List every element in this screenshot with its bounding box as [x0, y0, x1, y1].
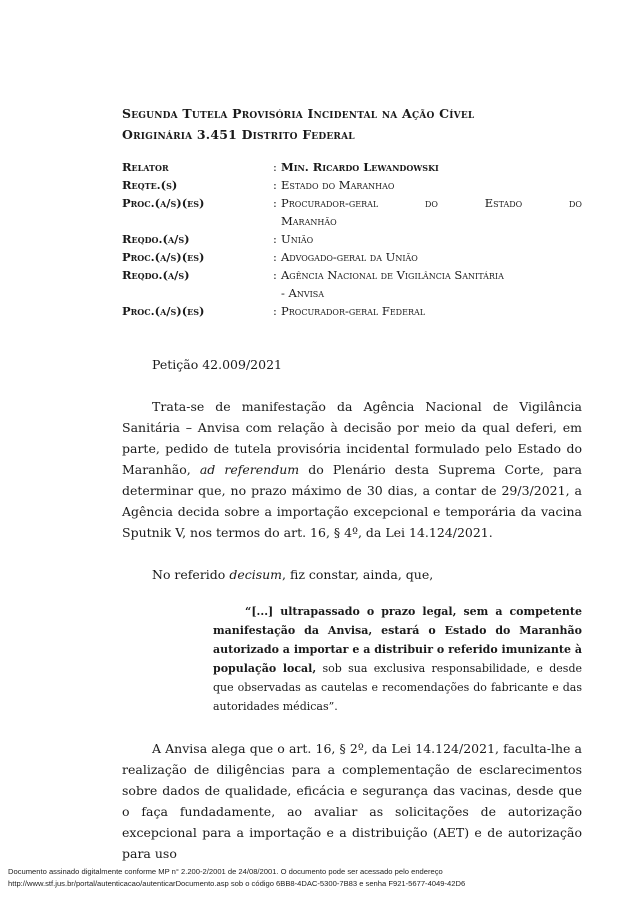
party-label: Reqdo.(a/s) [122, 232, 190, 246]
case-title-line-1: Segunda Tutela Provisória Incidental na Ação Cível [122, 106, 475, 121]
party-label: Reqdo.(a/s) [122, 268, 190, 282]
party-row-proc-2: Proc.(a/s)(es) : Advogado-geral da União [122, 248, 582, 266]
party-row-relator: Relator : Min. Ricardo Lewandowski [122, 158, 582, 176]
party-value-continued: - Anvisa [281, 286, 325, 300]
party-value: Procurador-geral Federal [281, 304, 426, 318]
party-label: Relator [122, 160, 169, 174]
party-row-proc-1: Proc.(a/s)(es) : Procurador-geral do Estado do [122, 196, 582, 210]
party-value-continued: Maranhão [281, 214, 337, 228]
parties-table [122, 158, 582, 320]
party-row-proc-1-cont [122, 212, 582, 230]
party-label: Proc.(a/s)(es) [122, 304, 205, 318]
latin-term: decisum [229, 567, 283, 582]
signature-footer [8, 866, 628, 890]
paragraph-3: A Anvisa alega que o art. 16, § 2º, da Lei 14.124/2021, faculta-lhe a realização de diligências para a complementação de esclarecimentos sobre dados de qualidade, eficácia e segurança das vacinas, desde que o faça fundadamente, ao avaliar as solicitações de autorização excepcional para a importação e a distribuição (AET) e de autorização para uso [122, 741, 582, 861]
paragraph-2: No referido decisum, fiz constar, ainda, que, [152, 567, 434, 582]
quote-bold-part: “[...] ultrapassado o prazo legal, sem a competente manifestação da Anvisa, estará o Estado do Maranhão autorizado a importar e a distribuir o referido imunizante à população local, [213, 605, 582, 675]
party-value: União [281, 232, 314, 246]
party-value: Advogado-geral da União [281, 250, 418, 264]
block-quote [213, 602, 582, 716]
quote-normal-part: sob sua exclusiva responsabilidade, e desde que observadas as cautelas e recomendações do fabricante e das autoridades médicas”. [213, 662, 582, 713]
case-title-line-2: Originária 3.451 Distrito Federal [122, 127, 355, 142]
party-row-proc-3: Proc.(a/s)(es) : Procurador-geral Federal [122, 302, 582, 320]
party-label: Proc.(a/s)(es) [122, 196, 205, 210]
party-row-reqdo-2: Reqdo.(a/s) : Agência Nacional de Vigilância Sanitária [122, 266, 582, 284]
latin-term: ad referendum [199, 462, 300, 477]
party-row-reqte: Reqte.(s) : Estado do Maranhao [122, 176, 582, 194]
footer-line-2: http://www.stf.jus.br/portal/autenticacao/autenticarDocumento.asp sob o código 6BB8-4DAC-5300-7B83 e senha F921-5677-4049-42D6 [8, 879, 466, 888]
paragraph-1: Trata-se de manifestação da Agência Nacional de Vigilância Sanitária – Anvisa com relação à decisão por meio da qual deferi, em parte, pedido de tutela provisória incidental formulado pelo Estado do Maranhão, ad referendum do Plenário desta Suprema Corte, para determinar que, no prazo máximo de 30 dias, a contar de 29/3/2021, a Agência decida sobre a importação excepcional e temporária da vacina Sputnik V, nos termos do art. 16, § 4º, da Lei 14.124/2021. [122, 399, 582, 540]
party-value: Estado do Maranhao [281, 178, 395, 192]
party-label: Reqte.(s) [122, 178, 178, 192]
party-value: Procurador-geral do Estado do [281, 196, 582, 210]
party-value: Agência Nacional de Vigilância Sanitária [281, 268, 504, 282]
party-row-reqdo-1: Reqdo.(a/s) : União [122, 230, 582, 248]
party-label: Proc.(a/s)(es) [122, 250, 205, 264]
petition-number: Petição 42.009/2021 [152, 357, 282, 372]
party-value: Min. Ricardo Lewandowski [281, 160, 439, 174]
footer-line-1: Documento assinado digitalmente conforme MP n° 2.200-2/2001 de 24/08/2001. O documento pode ser acessado pelo endereço [8, 867, 443, 876]
party-row-reqdo-2-cont [122, 284, 582, 302]
